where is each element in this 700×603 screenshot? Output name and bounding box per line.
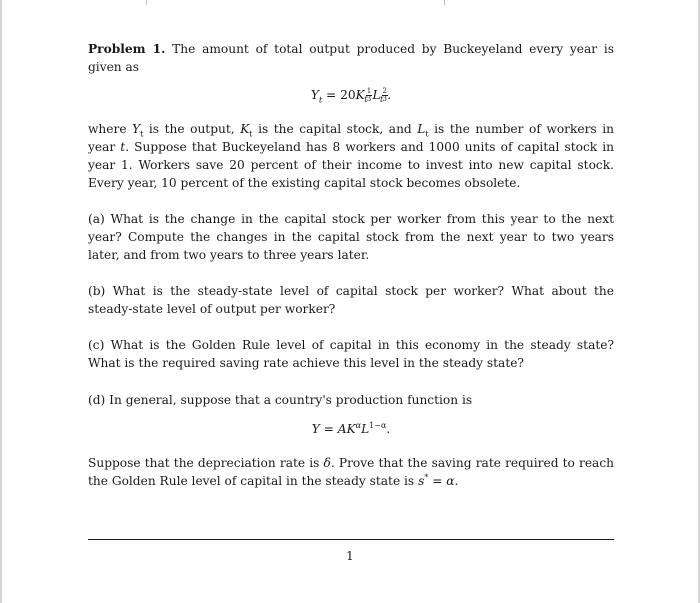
- problem-label: Problem 1.: [88, 42, 166, 56]
- footer-rule: [88, 539, 614, 540]
- general-production-function-equation: [88, 419, 614, 439]
- eq1-coefficient: 20: [340, 88, 356, 102]
- part-d: (d) In general, suppose that a country's production function is: [88, 393, 473, 407]
- eq1-k-exp-num: 1: [366, 87, 372, 95]
- closing-text: . Prove that the saving rate required to reach the Golden Rule level of capital in the steady state is: [88, 456, 614, 488]
- closing-delta: δ: [323, 456, 331, 470]
- part-c: (c) What is the Golden Rule level of capital in this economy in the steady state? What is the required saving rate achieve this level in the steady state?: [88, 338, 614, 370]
- closing-text: .: [454, 474, 459, 488]
- page-number: 1: [346, 549, 354, 563]
- closing-text: =: [428, 474, 447, 488]
- eq1-equals: =: [322, 88, 341, 102]
- body-text: . Suppose that Buckeyeland has 8 workers and 1000 units of capital stock in year 1. Workers save 20 percent of their income to invest into new capital stock. Every year, 10 percent of the existing capital stock becomes obsolete.: [88, 140, 614, 190]
- production-function-equation: [88, 85, 614, 105]
- left-page-edge: [0, 0, 2, 603]
- part-b: (b) What is the steady-state level of capital stock per worker? What about the steady-state level of output per worker?: [88, 284, 614, 316]
- eq2-k: K: [346, 422, 356, 436]
- body-text: is the capital stock, and: [252, 122, 418, 136]
- body-text: where: [88, 122, 133, 136]
- body-l: L: [417, 122, 426, 136]
- top-crop-mark: [146, 0, 147, 5]
- closing-paragraph: [88, 454, 614, 490]
- closing-text: Suppose that the depreciation rate is: [88, 456, 324, 470]
- closing-s-star: *: [424, 472, 429, 482]
- body-text: is the output,: [143, 122, 241, 136]
- eq2-a: A: [337, 422, 347, 436]
- body-y-sub: t: [140, 129, 144, 139]
- eq1-l-exp-den: 3: [382, 95, 387, 103]
- body-text: is the number of workers in year: [88, 122, 614, 154]
- eq2-y: Y: [311, 422, 320, 436]
- problem-intro-text: The amount of total output produced by Buckeyeland every year is given as: [88, 42, 615, 74]
- eq2-l: L: [361, 422, 370, 436]
- eq1-end: .: [387, 88, 392, 102]
- closing-s: s: [418, 474, 425, 488]
- eq1-k: K: [355, 88, 365, 102]
- body-k: K: [240, 122, 250, 136]
- problem-intro: [88, 40, 614, 76]
- eq1-l-sub: t: [380, 95, 384, 105]
- eq1-k-exp-den: 3: [366, 95, 372, 103]
- eq1-y: Y: [310, 88, 319, 102]
- body-t: t: [120, 140, 126, 154]
- part-a: (a) What is the change in the capital stock per worker from this year to the next year? Compute the changes in the capital stock from the next year to two years later, and from two years to three years later.: [88, 212, 614, 262]
- eq1-y-sub: t: [318, 95, 323, 105]
- eq2-end: .: [386, 422, 391, 436]
- eq1-l: L: [372, 88, 381, 102]
- body-k-sub: t: [249, 129, 253, 139]
- eq1-k-sub: t: [364, 95, 368, 105]
- body-y: Y: [132, 122, 141, 136]
- closing-alpha: α: [446, 474, 455, 488]
- top-crop-mark: [444, 0, 445, 5]
- eq2-l-exp: 1−α: [369, 420, 387, 430]
- body-l-sub: t: [425, 129, 429, 139]
- eq2-k-exp: α: [355, 420, 362, 430]
- problem-description: [88, 120, 614, 192]
- eq2-equals: =: [319, 422, 338, 436]
- document-page: [88, 40, 614, 490]
- eq1-l-exp-num: 2: [382, 87, 387, 95]
